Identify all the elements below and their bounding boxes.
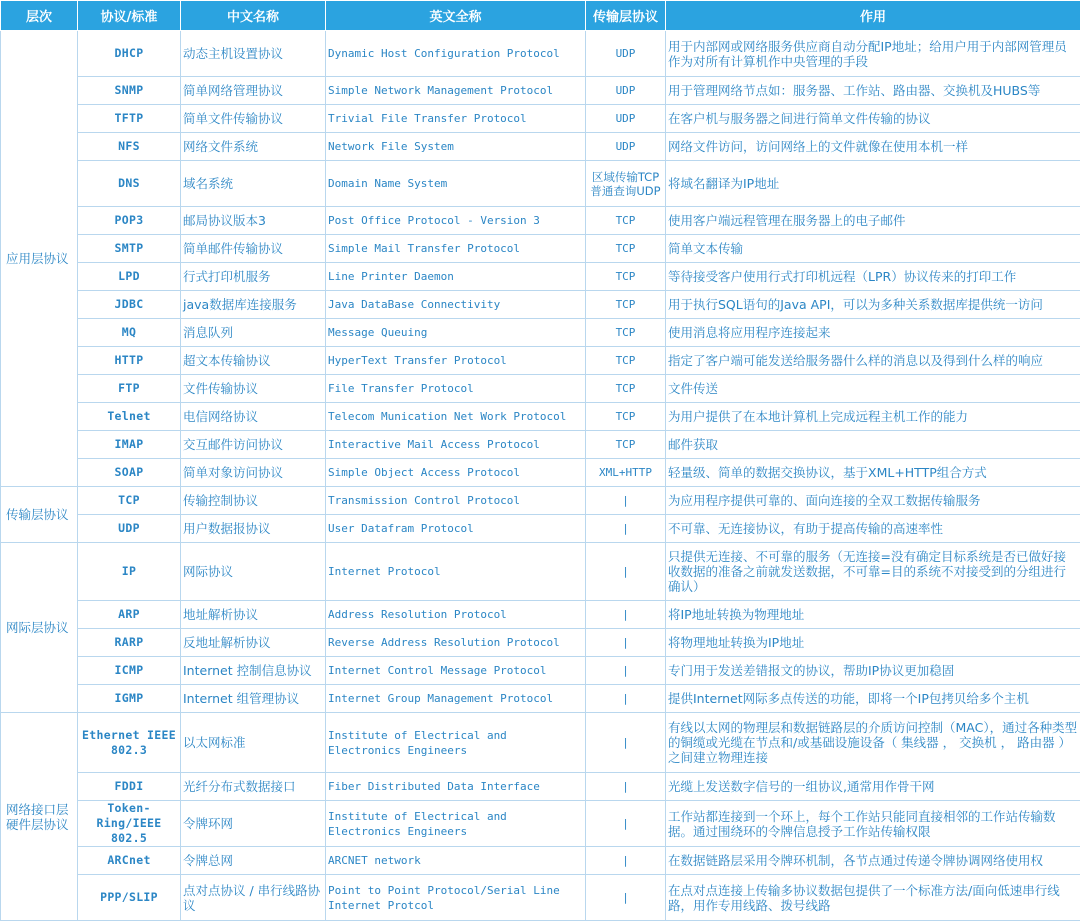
table-row: [1, 161, 1080, 207]
protocol-cell: ICMP: [78, 657, 181, 685]
chinese-name-cell: 地址解析协议: [181, 601, 326, 629]
protocol-cell: Token- Ring/IEEE 802.5: [78, 801, 181, 847]
transport-protocol-cell: TCP: [586, 431, 666, 459]
transport-protocol-cell: |: [586, 847, 666, 875]
english-name-cell: Institute of Electrical and Electronics Engineers: [326, 713, 586, 773]
function-cell: 用于管理网络节点如：服务器、工作站、路由器、交换机及HUBS等: [666, 77, 1080, 105]
protocol-cell: PPP/SLIP: [78, 875, 181, 921]
function-cell: 简单文本传输: [666, 235, 1080, 263]
transport-protocol-cell: UDP: [586, 105, 666, 133]
table-row: [1, 105, 1080, 133]
english-name-cell: Transmission Control Protocol: [326, 487, 586, 515]
protocol-cell: DNS: [78, 161, 181, 207]
table-row: [1, 801, 1080, 847]
chinese-name-cell: 用户数据报协议: [181, 515, 326, 543]
english-name-cell: ARCNET network: [326, 847, 586, 875]
english-name-cell: Java DataBase Connectivity: [326, 291, 586, 319]
function-cell: 用于内部网或网络服务供应商自动分配IP地址；给用户用于内部网管理员作为对所有计算机作中央管理的手段: [666, 31, 1080, 77]
transport-protocol-cell: TCP: [586, 403, 666, 431]
function-cell: 将物理地址转换为IP地址: [666, 629, 1080, 657]
table-row: [1, 629, 1080, 657]
protocol-cell: Ethernet IEEE 802.3: [78, 713, 181, 773]
english-name-cell: Telecom Munication Net Work Protocol: [326, 403, 586, 431]
function-cell: 将IP地址转换为物理地址: [666, 601, 1080, 629]
table-row: [1, 657, 1080, 685]
transport-protocol-cell: |: [586, 773, 666, 801]
english-name-cell: Institute of Electrical and Electronics Engineers: [326, 801, 586, 847]
transport-protocol-cell: TCP: [586, 319, 666, 347]
transport-protocol-cell: TCP: [586, 347, 666, 375]
english-name-cell: Domain Name System: [326, 161, 586, 207]
function-cell: 用于执行SQL语句的Java API，可以为多种关系数据库提供统一访问: [666, 291, 1080, 319]
table-row: [1, 543, 1080, 601]
table-body: [1, 31, 1080, 921]
table-row: [1, 347, 1080, 375]
header-function: 作用: [666, 1, 1080, 31]
header-layer: 层次: [1, 1, 78, 31]
english-name-cell: Post Office Protocol - Version 3: [326, 207, 586, 235]
function-cell: 光缆上发送数字信号的一组协议,通常用作骨干网: [666, 773, 1080, 801]
chinese-name-cell: Internet 控制信息协议: [181, 657, 326, 685]
protocol-cell: HTTP: [78, 347, 181, 375]
transport-protocol-cell: |: [586, 515, 666, 543]
english-name-cell: Internet Protocol: [326, 543, 586, 601]
function-cell: 在点对点连接上传输多协议数据包提供了一个标准方法/面向低速串行线路，用作专用线路、拨号线路: [666, 875, 1080, 921]
header-row: [1, 1, 1080, 31]
table-row: [1, 515, 1080, 543]
header-transport: 传输层协议: [586, 1, 666, 31]
protocol-cell: LPD: [78, 263, 181, 291]
chinese-name-cell: 文件传输协议: [181, 375, 326, 403]
chinese-name-cell: 传输控制协议: [181, 487, 326, 515]
table-row: [1, 431, 1080, 459]
chinese-name-cell: 简单文件传输协议: [181, 105, 326, 133]
english-name-cell: HyperText Transfer Protocol: [326, 347, 586, 375]
transport-protocol-cell: XML+HTTP: [586, 459, 666, 487]
protocol-cell: NFS: [78, 133, 181, 161]
table-row: [1, 601, 1080, 629]
transport-protocol-cell: TCP: [586, 235, 666, 263]
layer-cell: 应用层协议: [1, 31, 78, 487]
chinese-name-cell: 网络文件系统: [181, 133, 326, 161]
chinese-name-cell: 邮局协议版本3: [181, 207, 326, 235]
chinese-name-cell: 以太网标准: [181, 713, 326, 773]
function-cell: 在客户机与服务器之间进行简单文件传输的协议: [666, 105, 1080, 133]
table-row: [1, 713, 1080, 773]
chinese-name-cell: 光纤分布式数据接口: [181, 773, 326, 801]
protocol-cell: TCP: [78, 487, 181, 515]
function-cell: 在数据链路层采用令牌环机制，各节点通过传递令牌协调网络使用权: [666, 847, 1080, 875]
english-name-cell: Simple Network Management Protocol: [326, 77, 586, 105]
transport-protocol-cell: TCP: [586, 375, 666, 403]
chinese-name-cell: 令牌环网: [181, 801, 326, 847]
function-cell: 不可靠、无连接协议，有助于提高传输的高速率性: [666, 515, 1080, 543]
english-name-cell: Network File System: [326, 133, 586, 161]
function-cell: 工作站都连接到一个环上，每个工作站只能同直接相邻的工作站传输数据。通过围绕环的令牌信息授予工作站传输权限: [666, 801, 1080, 847]
english-name-cell: Dynamic Host Configuration Protocol: [326, 31, 586, 77]
table-row: [1, 263, 1080, 291]
function-cell: 为应用程序提供可靠的、面向连接的全双工数据传输服务: [666, 487, 1080, 515]
header-protocol: 协议/标准: [78, 1, 181, 31]
table-row: [1, 459, 1080, 487]
function-cell: 专门用于发送差错报文的协议，帮助IP协议更加稳固: [666, 657, 1080, 685]
protocol-cell: DHCP: [78, 31, 181, 77]
table-row: [1, 235, 1080, 263]
table-row: [1, 207, 1080, 235]
layer-cell: 网络接口层 硬件层协议: [1, 713, 78, 921]
english-name-cell: Simple Object Access Protocol: [326, 459, 586, 487]
protocol-cell: ARP: [78, 601, 181, 629]
protocol-cell: IP: [78, 543, 181, 601]
protocol-cell: SOAP: [78, 459, 181, 487]
english-name-cell: Line Printer Daemon: [326, 263, 586, 291]
table-row: [1, 375, 1080, 403]
chinese-name-cell: 电信网络协议: [181, 403, 326, 431]
function-cell: 指定了客户端可能发送给服务器什么样的消息以及得到什么样的响应: [666, 347, 1080, 375]
protocol-cell: SMTP: [78, 235, 181, 263]
transport-protocol-cell: |: [586, 713, 666, 773]
layer-cell: 传输层协议: [1, 487, 78, 543]
table-row: [1, 133, 1080, 161]
table-row: [1, 847, 1080, 875]
transport-protocol-cell: |: [586, 657, 666, 685]
protocol-cell: ARCnet: [78, 847, 181, 875]
transport-protocol-cell: TCP: [586, 263, 666, 291]
chinese-name-cell: 域名系统: [181, 161, 326, 207]
english-name-cell: Internet Control Message Protocol: [326, 657, 586, 685]
transport-protocol-cell: 区域传输TCP 普通查询UDP: [586, 161, 666, 207]
layer-cell: 网际层协议: [1, 543, 78, 713]
function-cell: 提供Internet网际多点传送的功能，即将一个IP包拷贝给多个主机: [666, 685, 1080, 713]
english-name-cell: File Transfer Protocol: [326, 375, 586, 403]
transport-protocol-cell: TCP: [586, 207, 666, 235]
function-cell: 只提供无连接、不可靠的服务（无连接=没有确定目标系统是否已做好接收数据的准备之前就发送数据，不可靠=目的系统不对接受到的分组进行确认）: [666, 543, 1080, 601]
protocol-cell: SNMP: [78, 77, 181, 105]
chinese-name-cell: 行式打印机服务: [181, 263, 326, 291]
protocol-cell: RARP: [78, 629, 181, 657]
transport-protocol-cell: |: [586, 875, 666, 921]
function-cell: 将域名翻译为IP地址: [666, 161, 1080, 207]
protocol-cell: JDBC: [78, 291, 181, 319]
function-cell: 使用消息将应用程序连接起来: [666, 319, 1080, 347]
english-name-cell: Point to Point Protocol/Serial Line Internet Protcol: [326, 875, 586, 921]
english-name-cell: Trivial File Transfer Protocol: [326, 105, 586, 133]
chinese-name-cell: java数据库连接服务: [181, 291, 326, 319]
function-cell: 等待接受客户使用行式打印机远程（LPR）协议传来的打印工作: [666, 263, 1080, 291]
table-row: [1, 403, 1080, 431]
chinese-name-cell: 点对点协议 / 串行线路协议: [181, 875, 326, 921]
english-name-cell: User Datafram Protocol: [326, 515, 586, 543]
english-name-cell: Simple Mail Transfer Protocol: [326, 235, 586, 263]
english-name-cell: Fiber Distributed Data Interface: [326, 773, 586, 801]
chinese-name-cell: 消息队列: [181, 319, 326, 347]
protocol-cell: FDDI: [78, 773, 181, 801]
function-cell: 有线以太网的物理层和数据链路层的介质访问控制（MAC），通过各种类型的铜缆或光缆在节点和/或基础设施设备（ 集线器 ， 交换机 ， 路由器 ）之间建立物理连接: [666, 713, 1080, 773]
table-row: [1, 77, 1080, 105]
table-row: [1, 773, 1080, 801]
protocol-cell: MQ: [78, 319, 181, 347]
protocol-cell: TFTP: [78, 105, 181, 133]
english-name-cell: Interactive Mail Access Protocol: [326, 431, 586, 459]
english-name-cell: Reverse Address Resolution Protocol: [326, 629, 586, 657]
chinese-name-cell: 超文本传输协议: [181, 347, 326, 375]
protocol-cell: POP3: [78, 207, 181, 235]
protocol-cell: Telnet: [78, 403, 181, 431]
table-row: [1, 685, 1080, 713]
table-row: [1, 31, 1080, 77]
table-row: [1, 487, 1080, 515]
transport-protocol-cell: |: [586, 629, 666, 657]
transport-protocol-cell: TCP: [586, 291, 666, 319]
transport-protocol-cell: |: [586, 601, 666, 629]
transport-protocol-cell: |: [586, 685, 666, 713]
english-name-cell: Message Queuing: [326, 319, 586, 347]
chinese-name-cell: 简单网络管理协议: [181, 77, 326, 105]
chinese-name-cell: 简单对象访问协议: [181, 459, 326, 487]
table-row: [1, 291, 1080, 319]
function-cell: 邮件获取: [666, 431, 1080, 459]
transport-protocol-cell: UDP: [586, 31, 666, 77]
protocol-cell: UDP: [78, 515, 181, 543]
chinese-name-cell: 简单邮件传输协议: [181, 235, 326, 263]
english-name-cell: Address Resolution Protocol: [326, 601, 586, 629]
chinese-name-cell: 动态主机设置协议: [181, 31, 326, 77]
header-english-name: 英文全称: [326, 1, 586, 31]
transport-protocol-cell: UDP: [586, 133, 666, 161]
chinese-name-cell: 交互邮件访问协议: [181, 431, 326, 459]
chinese-name-cell: Internet 组管理协议: [181, 685, 326, 713]
function-cell: 轻量级、简单的数据交换协议，基于XML+HTTP组合方式: [666, 459, 1080, 487]
function-cell: 使用客户端远程管理在服务器上的电子邮件: [666, 207, 1080, 235]
function-cell: 文件传送: [666, 375, 1080, 403]
protocol-cell: FTP: [78, 375, 181, 403]
function-cell: 网络文件访问，访问网络上的文件就像在使用本机一样: [666, 133, 1080, 161]
function-cell: 为用户提供了在本地计算机上完成远程主机工作的能力: [666, 403, 1080, 431]
chinese-name-cell: 令牌总网: [181, 847, 326, 875]
transport-protocol-cell: |: [586, 543, 666, 601]
protocol-cell: IGMP: [78, 685, 181, 713]
table-row: [1, 319, 1080, 347]
chinese-name-cell: 反地址解析协议: [181, 629, 326, 657]
english-name-cell: Internet Group Management Protocol: [326, 685, 586, 713]
table-row: [1, 875, 1080, 921]
protocol-cell: IMAP: [78, 431, 181, 459]
transport-protocol-cell: UDP: [586, 77, 666, 105]
chinese-name-cell: 网际协议: [181, 543, 326, 601]
transport-protocol-cell: |: [586, 487, 666, 515]
header-chinese-name: 中文名称: [181, 1, 326, 31]
transport-protocol-cell: |: [586, 801, 666, 847]
